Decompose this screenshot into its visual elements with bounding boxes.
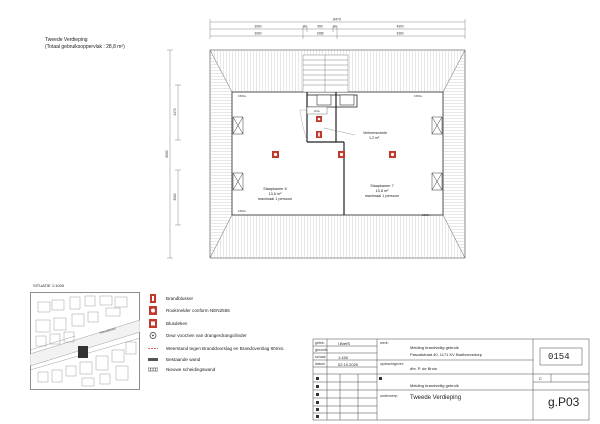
sill-label-tr: 1500+ xyxy=(414,94,423,98)
value-onderwerp-line1: Melding brandveilig gebruik xyxy=(410,383,459,388)
legend-item xyxy=(148,344,284,353)
label-werk: werk: xyxy=(380,341,389,345)
sheet-number: g.P03 xyxy=(548,395,580,409)
legend-item xyxy=(148,365,215,374)
dim-top-5: 4300 xyxy=(396,24,404,29)
dim-second-1: 3060 xyxy=(254,31,262,36)
legend-item xyxy=(148,306,230,315)
revision-letter: C xyxy=(539,376,542,381)
value-getek: i.BrefS xyxy=(338,341,351,346)
existing-wall-icon xyxy=(148,355,158,364)
dim-left-upper: 2470 xyxy=(173,108,177,116)
value-onderwerp-line2: Tweede Verdieping xyxy=(410,395,462,401)
sill-label-tl: 1500+ xyxy=(238,94,247,98)
label-opdrachtgever: opdrachtgever: xyxy=(380,362,404,366)
room-right-name: Slaapkamer 7 xyxy=(370,184,394,188)
label-onderwerp: onderwerp: xyxy=(380,394,398,398)
dim-top-3: 950 xyxy=(317,24,323,29)
dim-second-2: 1985 xyxy=(316,31,324,36)
label-gecontr: gecontr. xyxy=(315,348,328,352)
value-werk-line2: Pascalstraat 40, 1171 KV Badhoevedorp xyxy=(410,352,482,357)
landing-name: Verkeersruimte xyxy=(363,131,388,135)
room-left-name: Slaapkamer 6 xyxy=(263,187,287,191)
label-schaal: schaal xyxy=(315,355,326,359)
dim-top-2: 80 xyxy=(303,24,307,29)
legend-item xyxy=(148,294,193,303)
project-number: 0154 xyxy=(548,352,570,362)
room-left-capacity: maximaal 1 persoon xyxy=(257,197,293,201)
fire-resistance-line-icon xyxy=(148,344,158,353)
legend-label: Deur voorzien van drangerdrangcilinder xyxy=(166,333,247,338)
dim-total: 8470 xyxy=(333,17,341,22)
door-closer-icon xyxy=(148,331,158,340)
room-right-capacity: maximaal 1 persoon xyxy=(364,194,400,198)
sill-label-br: 1500+ xyxy=(422,213,431,217)
staircase xyxy=(303,55,348,92)
room-left-area: 13,6 m² xyxy=(268,192,282,196)
legend-label: Weerstand tegen Branddoorslag en Brandoverslag 60min. xyxy=(166,346,285,351)
situation-label: SITUATIE 1:1000 xyxy=(33,283,65,288)
legend-label: Blusdeken xyxy=(166,321,188,326)
legend-label: Nieuwe scheidingswand xyxy=(166,367,216,372)
situation-map xyxy=(30,292,140,390)
dim-top-4: 80 xyxy=(333,24,337,29)
new-partition-icon xyxy=(148,365,158,374)
legend-item xyxy=(148,319,187,328)
room-right-area: 13,8 m² xyxy=(375,189,389,193)
value-werk-line1: Melding brandveilig gebruik xyxy=(410,345,459,350)
page-subtitle: (Totaal gebruiksoppervlak : 28,8 m²) xyxy=(45,44,125,50)
dimension-lines-left xyxy=(167,50,181,258)
legend-item xyxy=(148,355,200,364)
value-datum: 02.10.2020 xyxy=(338,362,359,367)
value-schaal: 1:150 xyxy=(338,355,349,360)
dimension-lines-top xyxy=(210,19,465,39)
fire-blanket-icon xyxy=(148,319,158,328)
smoke-detector-icon xyxy=(148,306,158,315)
sill-label-bl: 1500+ xyxy=(238,209,247,213)
label-datum: datum xyxy=(315,362,325,366)
value-opdrachtgever: dhr. P. de Bruin xyxy=(410,366,438,371)
dim-second-3: 3360 xyxy=(396,31,404,36)
page-title: Tweede Verdieping xyxy=(45,37,88,43)
dim-top-1: 3060 xyxy=(254,24,262,29)
label-getek: getek. xyxy=(315,341,325,345)
fire-extinguisher-icon xyxy=(148,294,158,303)
legend-label: Rookmelder conform NEN2555 xyxy=(166,308,230,313)
legend-item xyxy=(148,331,247,340)
dim-left-lower: 3000 xyxy=(173,193,177,201)
legend-label: Bestaande wand xyxy=(166,357,201,362)
landing-area: 1,2 m² xyxy=(369,136,380,140)
small-room-label: Verw. xyxy=(313,110,321,113)
street-name: Pascalstraat xyxy=(99,326,117,335)
legend-label: Brandblusser xyxy=(166,296,194,301)
dim-left-full: 6000 xyxy=(165,150,169,158)
plot-highlight xyxy=(78,346,88,358)
